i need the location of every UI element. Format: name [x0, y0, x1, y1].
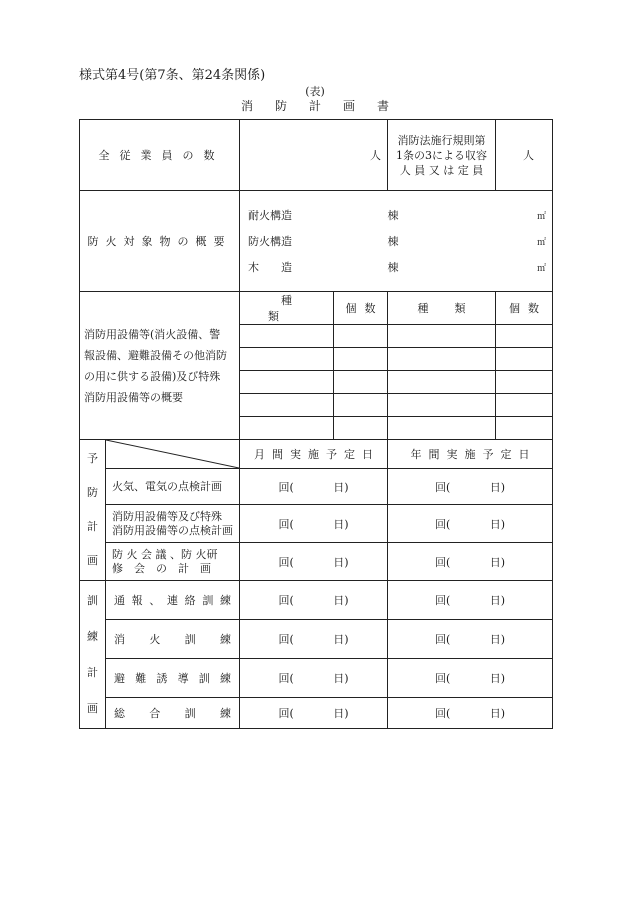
capacity-label-line: 人 員 又 は 定 員 [399, 163, 484, 177]
times-label: 回( [435, 594, 451, 607]
prevention-row [80, 469, 553, 505]
group-char: 防 [87, 486, 98, 499]
training-row [80, 620, 553, 659]
days-label: 日) [489, 633, 505, 646]
side-label: (表) [305, 85, 325, 98]
times-label: 回( [278, 672, 294, 685]
equipment-label-line: 報設備、避難設備その他消防 [84, 348, 227, 362]
days-label: 日) [489, 672, 505, 685]
type-column-header: 種類 [388, 292, 496, 325]
prevention-item-label [106, 543, 240, 581]
prevention-item-label [106, 469, 240, 505]
equipment-count-cell[interactable] [496, 325, 553, 348]
prevention-group-label [80, 440, 106, 581]
group-char: 画 [87, 554, 98, 567]
equipment-type-cell[interactable] [240, 325, 334, 348]
group-char: 計 [87, 520, 98, 533]
structure-name: 防火構造 [248, 235, 292, 248]
equipment-label-line: の用に供する設備)及び特殊 [84, 369, 221, 383]
structure-list[interactable] [240, 191, 553, 292]
structure-row [248, 254, 546, 280]
training-row [80, 698, 553, 729]
equipment-count-cell[interactable] [334, 325, 388, 348]
structure-name: 木 造 [248, 261, 292, 274]
monthly-times-cell[interactable] [240, 543, 388, 581]
yearly-times-cell[interactable] [388, 698, 553, 729]
yearly-times-cell[interactable] [388, 659, 553, 698]
capacity-label-line: 1条の3による収容 [396, 148, 487, 162]
times-label: 回( [435, 707, 451, 720]
training-item-label: 総合訓練 [106, 698, 240, 729]
monthly-times-cell[interactable] [240, 620, 388, 659]
item-line: 消防用設備等及び特殊 [112, 509, 222, 523]
equipment-type-cell[interactable] [388, 417, 496, 440]
employees-unit: 人 [370, 149, 381, 162]
monthly-times-cell[interactable] [240, 581, 388, 620]
times-label: 回( [278, 633, 294, 646]
document-title: 消防計画書 [240, 99, 411, 113]
equipment-count-cell[interactable] [496, 348, 553, 371]
times-label: 回( [278, 480, 294, 494]
employees-count-cell[interactable] [240, 120, 388, 191]
capacity-unit: 人 [523, 149, 534, 162]
yearly-times-cell[interactable] [388, 469, 553, 505]
equipment-type-cell[interactable] [388, 371, 496, 394]
monthly-times-cell[interactable] [240, 659, 388, 698]
training-row [80, 659, 553, 698]
equipment-type-cell[interactable] [388, 325, 496, 348]
capacity-label-line: 消防法施行規則第 [397, 133, 486, 147]
yearly-times-cell[interactable] [388, 620, 553, 659]
yearly-times-cell[interactable] [388, 543, 553, 581]
days-label: 日) [333, 633, 349, 646]
yearly-times-cell[interactable] [388, 581, 553, 620]
equipment-count-cell[interactable] [334, 417, 388, 440]
structure-unit: 棟 [387, 261, 399, 274]
days-label: 日) [333, 672, 349, 685]
training-item-label: 避難誘導訓練 [106, 659, 240, 698]
structure-area-unit: ㎡ [536, 237, 546, 248]
diagonal-header-cell [106, 440, 240, 469]
times-label: 回( [435, 480, 451, 494]
overview-label: 防火対象物の概要 [80, 191, 240, 292]
equipment-count-cell[interactable] [334, 394, 388, 417]
diagonal-line [106, 440, 239, 468]
yearly-times-cell[interactable] [388, 505, 553, 543]
equipment-type-cell[interactable] [240, 394, 334, 417]
equipment-type-cell[interactable] [240, 348, 334, 371]
count-column-header: 個数 [334, 292, 388, 325]
group-char: 予 [87, 452, 98, 465]
structure-row [248, 202, 546, 228]
group-char: 訓 [87, 593, 98, 607]
times-label: 回( [278, 594, 294, 607]
days-label: 日) [489, 707, 505, 720]
item-line: 火気、電気の点検計画 [112, 479, 222, 493]
times-label: 回( [435, 633, 451, 646]
times-label: 回( [278, 517, 294, 531]
plan-header-row [80, 440, 553, 469]
item-line: 修 会 の 計 画 [112, 561, 211, 575]
days-label: 日) [333, 517, 349, 531]
equipment-label-line: 消防用設備等(消火設備、警 [84, 327, 221, 341]
monthly-times-cell[interactable] [240, 698, 388, 729]
structure-area-unit: ㎡ [536, 263, 546, 274]
equipment-count-cell[interactable] [496, 371, 553, 394]
prevention-row [80, 505, 553, 543]
count-column-header: 個数 [496, 292, 553, 325]
monthly-times-cell[interactable] [240, 505, 388, 543]
structure-row [248, 228, 546, 254]
monthly-schedule-header: 月間実施予定日 [240, 440, 388, 469]
training-group-label [80, 581, 106, 729]
equipment-count-cell[interactable] [334, 371, 388, 394]
equipment-type-cell[interactable] [388, 394, 496, 417]
equipment-count-cell[interactable] [496, 394, 553, 417]
form-number-header: 様式第4号(第7条、第24条関係) [79, 68, 266, 83]
equipment-header-row [80, 292, 553, 325]
training-item-label: 通報、連絡訓練 [106, 581, 240, 620]
equipment-type-cell[interactable] [388, 348, 496, 371]
structure-name: 耐火構造 [248, 209, 292, 222]
equipment-type-cell[interactable] [240, 417, 334, 440]
yearly-schedule-header: 年間実施予定日 [388, 440, 553, 469]
days-label: 日) [333, 707, 349, 720]
group-char: 画 [87, 701, 98, 715]
structure-unit: 棟 [387, 209, 399, 222]
employees-label: 全従業員の数 [80, 120, 240, 191]
equipment-count-cell[interactable] [496, 417, 553, 440]
monthly-times-cell[interactable] [240, 469, 388, 505]
days-label: 日) [489, 517, 505, 531]
equipment-label [80, 292, 240, 440]
item-line: 防 火 会 議 、防 火研 [112, 547, 218, 561]
times-label: 回( [278, 555, 294, 569]
prevention-row [80, 543, 553, 581]
structure-unit: 棟 [387, 235, 399, 248]
equipment-type-cell[interactable] [240, 371, 334, 394]
days-label: 日) [333, 594, 349, 607]
training-item-label: 消火訓練 [106, 620, 240, 659]
capacity-label [388, 120, 496, 191]
overview-row [80, 191, 553, 292]
prevention-item-label [106, 505, 240, 543]
group-char: 練 [87, 629, 98, 643]
times-label: 回( [278, 707, 294, 720]
type-column-header: 種類 [240, 292, 334, 325]
days-label: 日) [333, 480, 349, 494]
equipment-label-line: 消防用設備等の概要 [84, 390, 183, 404]
times-label: 回( [435, 555, 451, 569]
days-label: 日) [489, 480, 505, 494]
fire-prevention-plan-table [79, 119, 553, 729]
group-char: 計 [87, 665, 98, 679]
structure-area-unit: ㎡ [536, 211, 546, 222]
training-row [80, 581, 553, 620]
item-line: 消防用設備等の点検計画 [112, 523, 233, 537]
equipment-count-cell[interactable] [334, 348, 388, 371]
capacity-count-cell[interactable] [496, 120, 553, 191]
days-label: 日) [489, 594, 505, 607]
days-label: 日) [333, 555, 349, 569]
times-label: 回( [435, 672, 451, 685]
employees-row [80, 120, 553, 191]
times-label: 回( [435, 517, 451, 531]
days-label: 日) [489, 555, 505, 569]
